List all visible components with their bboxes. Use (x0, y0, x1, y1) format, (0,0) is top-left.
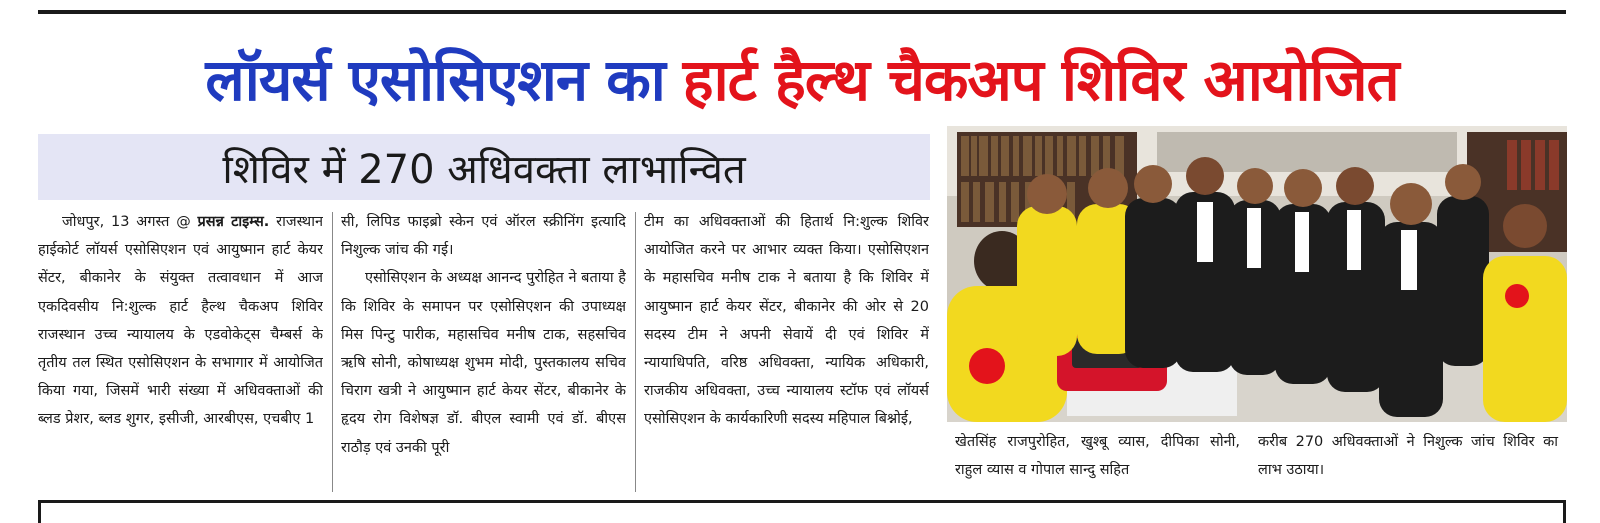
next-article-frame (38, 500, 1566, 523)
headline-part2: हार्ट हैल्थ चैकअप शिविर आयोजित (682, 45, 1399, 114)
column-1 (38, 208, 323, 496)
column-3 (644, 208, 929, 496)
subhead: शिविर में 270 अधिवक्ता लाभान्वित (38, 134, 930, 200)
column-divider (332, 212, 333, 492)
group-photo-illustration (947, 126, 1567, 422)
photo-caption-1: खेतसिंह राजपुरोहित, खुश्बू व्यास, दीपिका सोनी, राहुल व्यास व गोपाल सान्दु सहित (955, 434, 1240, 479)
photo-caption-2: करीब 270 अधिवक्ताओं ने निशुल्क जांच शिविर का लाभ उठाया। (1258, 434, 1558, 479)
byline: प्रसन्न टाइम्स. (197, 214, 270, 230)
dateline: जोधपुर, 13 अगस्त @ (62, 214, 191, 230)
column-2-para-1: सी, लिपिड फाइब्रो स्केन एवं ऑरल स्क्रीनिंग इत्यादि निशुल्क जांच की गई। (341, 214, 626, 259)
column-3-text: टीम का अधिवक्ताओं की हितार्थ नि:शुल्क शिविर आयोजित करने पर आभार व्यक्त किया। एसोसिएशन के महासचिव मनीष टाक ने बताया है कि शिविर में आयुष्मान हार्ट केयर सेंटर, बीकानेर की ओर से 20 सदस्य टीम ने अपनी सेवायें दी एवं शिविर में न्यायाधिपति, वरिष्ठ अधिवक्ता, न्यायिक अधिकारी, राजकीय अधिवक्ता, उच्च न्यायालय स्टॉफ एवं लॉयर्स एसोसिएशन के कार्यकारिणी सदस्य महिपाल बिश्नोई, (644, 214, 929, 428)
top-rule (38, 10, 1566, 14)
headline (38, 28, 1566, 126)
news-photo (947, 126, 1567, 422)
column-2 (341, 208, 626, 496)
column-2-para-2: एसोसिएशन के अध्यक्ष आनन्द पुरोहित ने बताया है कि शिविर के समापन पर एसोसिएशन की उपाध्यक्ष मिस पिन्टु पारीक, महासचिव मनीष टाक, सहसचिव ऋषि सोनी, कोषाध्यक्ष शुभम मोदी, पुस्तकालय सचिव चिराग खत्री ने आयुष्मान हार्ट केयर सेंटर, बीकानेर के हृदय रोग विशेषज्ञ डॉ. बीएल स्वामी एवं डॉ. बीएस राठौड़ एवं उनकी पूरी (341, 270, 626, 456)
article-body (38, 208, 930, 496)
column-divider (635, 212, 636, 492)
headline-part1: लॉयर्स एसोसिएशन का (205, 45, 665, 114)
column-1-text: राजस्थान हाईकोर्ट लॉयर्स एसोसिएशन एवं आयुष्मान हार्ट केयर सेंटर, बीकानेर के संयुक्त तत्वावधान में आज एकदिवसीय नि:शुल्क हार्ट हैल्थ चैकअप शिविर राजस्थान उच्च न्यायालय के एडवोकेट्स चैम्बर्स के तृतीय तल स्थित एसोसिएशन के सभागार में आयोजित किया गया, जिसमें भारी संख्या में अधिवक्ताओं की ब्लड प्रेशर, ब्लड शुगर, इसीजी, आरबीएस, एचबीए 1 (38, 214, 323, 428)
